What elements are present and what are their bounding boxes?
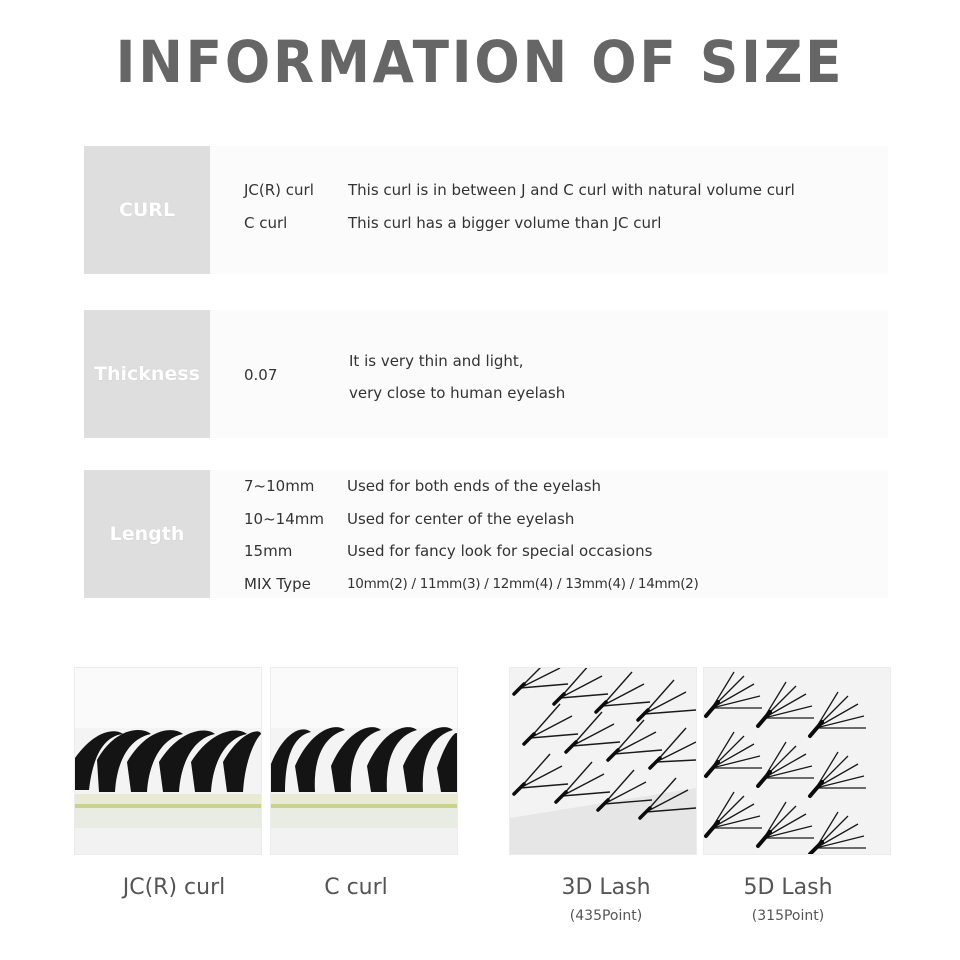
curl-label-box bbox=[84, 146, 210, 274]
curl-label: CURL bbox=[118, 199, 176, 221]
length-row-4-key: MIX Type bbox=[244, 575, 311, 593]
curl-row-1-key: JC(R) curl bbox=[244, 181, 314, 199]
length-row-4-value: 10mm(2) / 11mm(3) / 12mm(4) / 13mm(4) / 14mm(2) bbox=[347, 576, 699, 592]
length-label: Length bbox=[109, 523, 185, 545]
3d-lash-caption: 3D Lash bbox=[561, 875, 651, 900]
5d-lash-fan-photo bbox=[703, 667, 891, 855]
thickness-value-line-2: very close to human eyelash bbox=[349, 384, 566, 402]
c-curl-lash-photo bbox=[270, 667, 458, 855]
thickness-label: Thickness bbox=[94, 363, 200, 385]
jc-curl-lash-photo bbox=[74, 667, 262, 855]
length-row-1-key: 7~10mm bbox=[244, 477, 315, 495]
thickness-row-key: 0.07 bbox=[244, 366, 278, 384]
length-section bbox=[84, 470, 888, 598]
curl-row-2-value: This curl has a bigger volume than JC curl bbox=[348, 214, 662, 232]
5d-lash-points: (315Point) bbox=[751, 908, 825, 924]
curl-row-2-key: C curl bbox=[244, 214, 288, 232]
thickness-section bbox=[84, 310, 888, 438]
curl-section bbox=[84, 146, 888, 274]
length-row-3-value: Used for fancy look for special occasions bbox=[347, 542, 653, 560]
thickness-value-line-1: It is very thin and light, bbox=[349, 352, 524, 370]
thickness-label-box bbox=[84, 310, 210, 438]
length-row-1-value: Used for both ends of the eyelash bbox=[347, 477, 602, 495]
5d-lash-caption: 5D Lash bbox=[743, 875, 833, 900]
length-row-2-value: Used for center of the eyelash bbox=[347, 510, 575, 528]
3d-lash-points: (435Point) bbox=[569, 908, 643, 924]
curl-row-1-value: This curl is in between J and C curl with natural volume curl bbox=[348, 181, 795, 199]
page-title: INFORMATION OF SIZE bbox=[115, 28, 845, 96]
c-curl-caption: C curl bbox=[324, 875, 388, 900]
length-label-box bbox=[84, 470, 210, 598]
length-row-3-key: 15mm bbox=[244, 542, 293, 560]
length-row-2-key: 10~14mm bbox=[244, 510, 324, 528]
jc-curl-caption: JC(R) curl bbox=[122, 875, 226, 900]
3d-lash-fan-photo bbox=[509, 667, 697, 855]
